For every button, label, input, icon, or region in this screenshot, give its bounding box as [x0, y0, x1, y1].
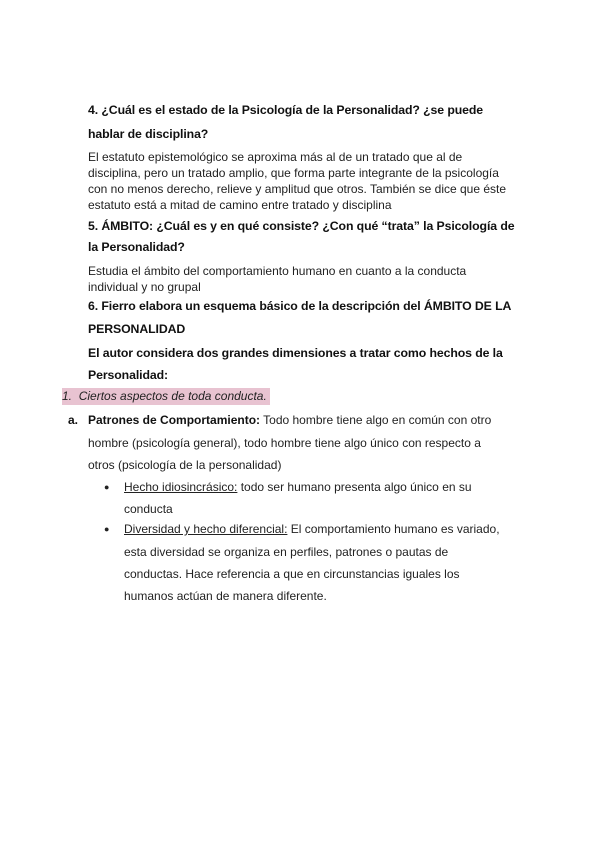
sub-item-a-line-3: otros (psicología de la personalidad): [88, 458, 282, 472]
bullet-1-line-2: conducta: [124, 502, 173, 516]
question-6-line-2: PERSONALIDAD: [88, 322, 186, 336]
answer-5-line-2: individual y no grupal: [88, 280, 201, 294]
question-6-line-3: El autor considera dos grandes dimensiones a tratar como hechos de la: [88, 346, 503, 360]
answer-4-line-1: El estatuto epistemológico se aproxima más al de un tratado que al de: [88, 150, 463, 164]
list-marker-a: a.: [68, 413, 79, 427]
answer-5-line-1: Estudia el ámbito del comportamiento humano en cuanto a la conducta: [88, 264, 467, 278]
list-item-1: [62, 389, 270, 403]
sub-item-a-title: Patrones de Comportamiento:: [88, 413, 261, 427]
list-marker-1: 1.: [62, 389, 73, 403]
bullet-2-line-2: esta diversidad se organiza en perfiles, patrones o pautas de: [124, 545, 449, 559]
bullet-2-line-1: Diversidad y hecho diferencial: El comportamiento humano es variado,: [124, 522, 500, 536]
bullet-2-line-4: humanos actúan de manera diferente.: [124, 589, 327, 603]
bullet-icon: ●: [104, 482, 110, 492]
bullet-icon: ●: [104, 524, 110, 534]
answer-4-line-4: estatuto está a mitad de camino entre tratado y disciplina: [88, 198, 392, 212]
question-6-line-1: 6. Fierro elabora un esquema básico de la descripción del ÁMBITO DE LA: [88, 299, 512, 313]
answer-4-line-3: con no menos derecho, relieve y amplitud que otros. También se dice que éste: [88, 182, 507, 196]
question-4-line-2: hablar de disciplina?: [88, 127, 209, 141]
question-5-line-2: la Personalidad?: [88, 240, 185, 254]
sub-item-a-line-1: Patrones de Comportamiento: Todo hombre tiene algo en común con otro: [88, 413, 492, 427]
list-item-1-text: Ciertos aspectos de toda conducta.: [78, 389, 267, 403]
bullet-2-term: Diversidad y hecho diferencial:: [124, 522, 288, 536]
question-6-line-4: Personalidad:: [88, 368, 169, 382]
bullet-2-line-3: conductas. Hace referencia a que en circunstancias iguales los: [124, 567, 460, 581]
highlighted-list-item: [62, 388, 270, 405]
bullet-1-term: Hecho idiosincrásico:: [124, 480, 238, 494]
question-5-line-1: 5. ÁMBITO: ¿Cuál es y en qué consiste? ¿Con qué “trata” la Psicología de: [88, 219, 515, 233]
answer-4-line-2: disciplina, pero un tratado amplio, que forma parte integrante de la psicología: [88, 166, 499, 180]
question-4-line-1: 4. ¿Cuál es el estado de la Psicología de la Personalidad? ¿se puede: [88, 103, 484, 117]
sub-item-a-line-2: hombre (psicología general), todo hombre tiene algo único con respecto a: [88, 436, 481, 450]
bullet-1-line-1: Hecho idiosincrásico: todo ser humano presenta algo único en su: [124, 480, 472, 494]
